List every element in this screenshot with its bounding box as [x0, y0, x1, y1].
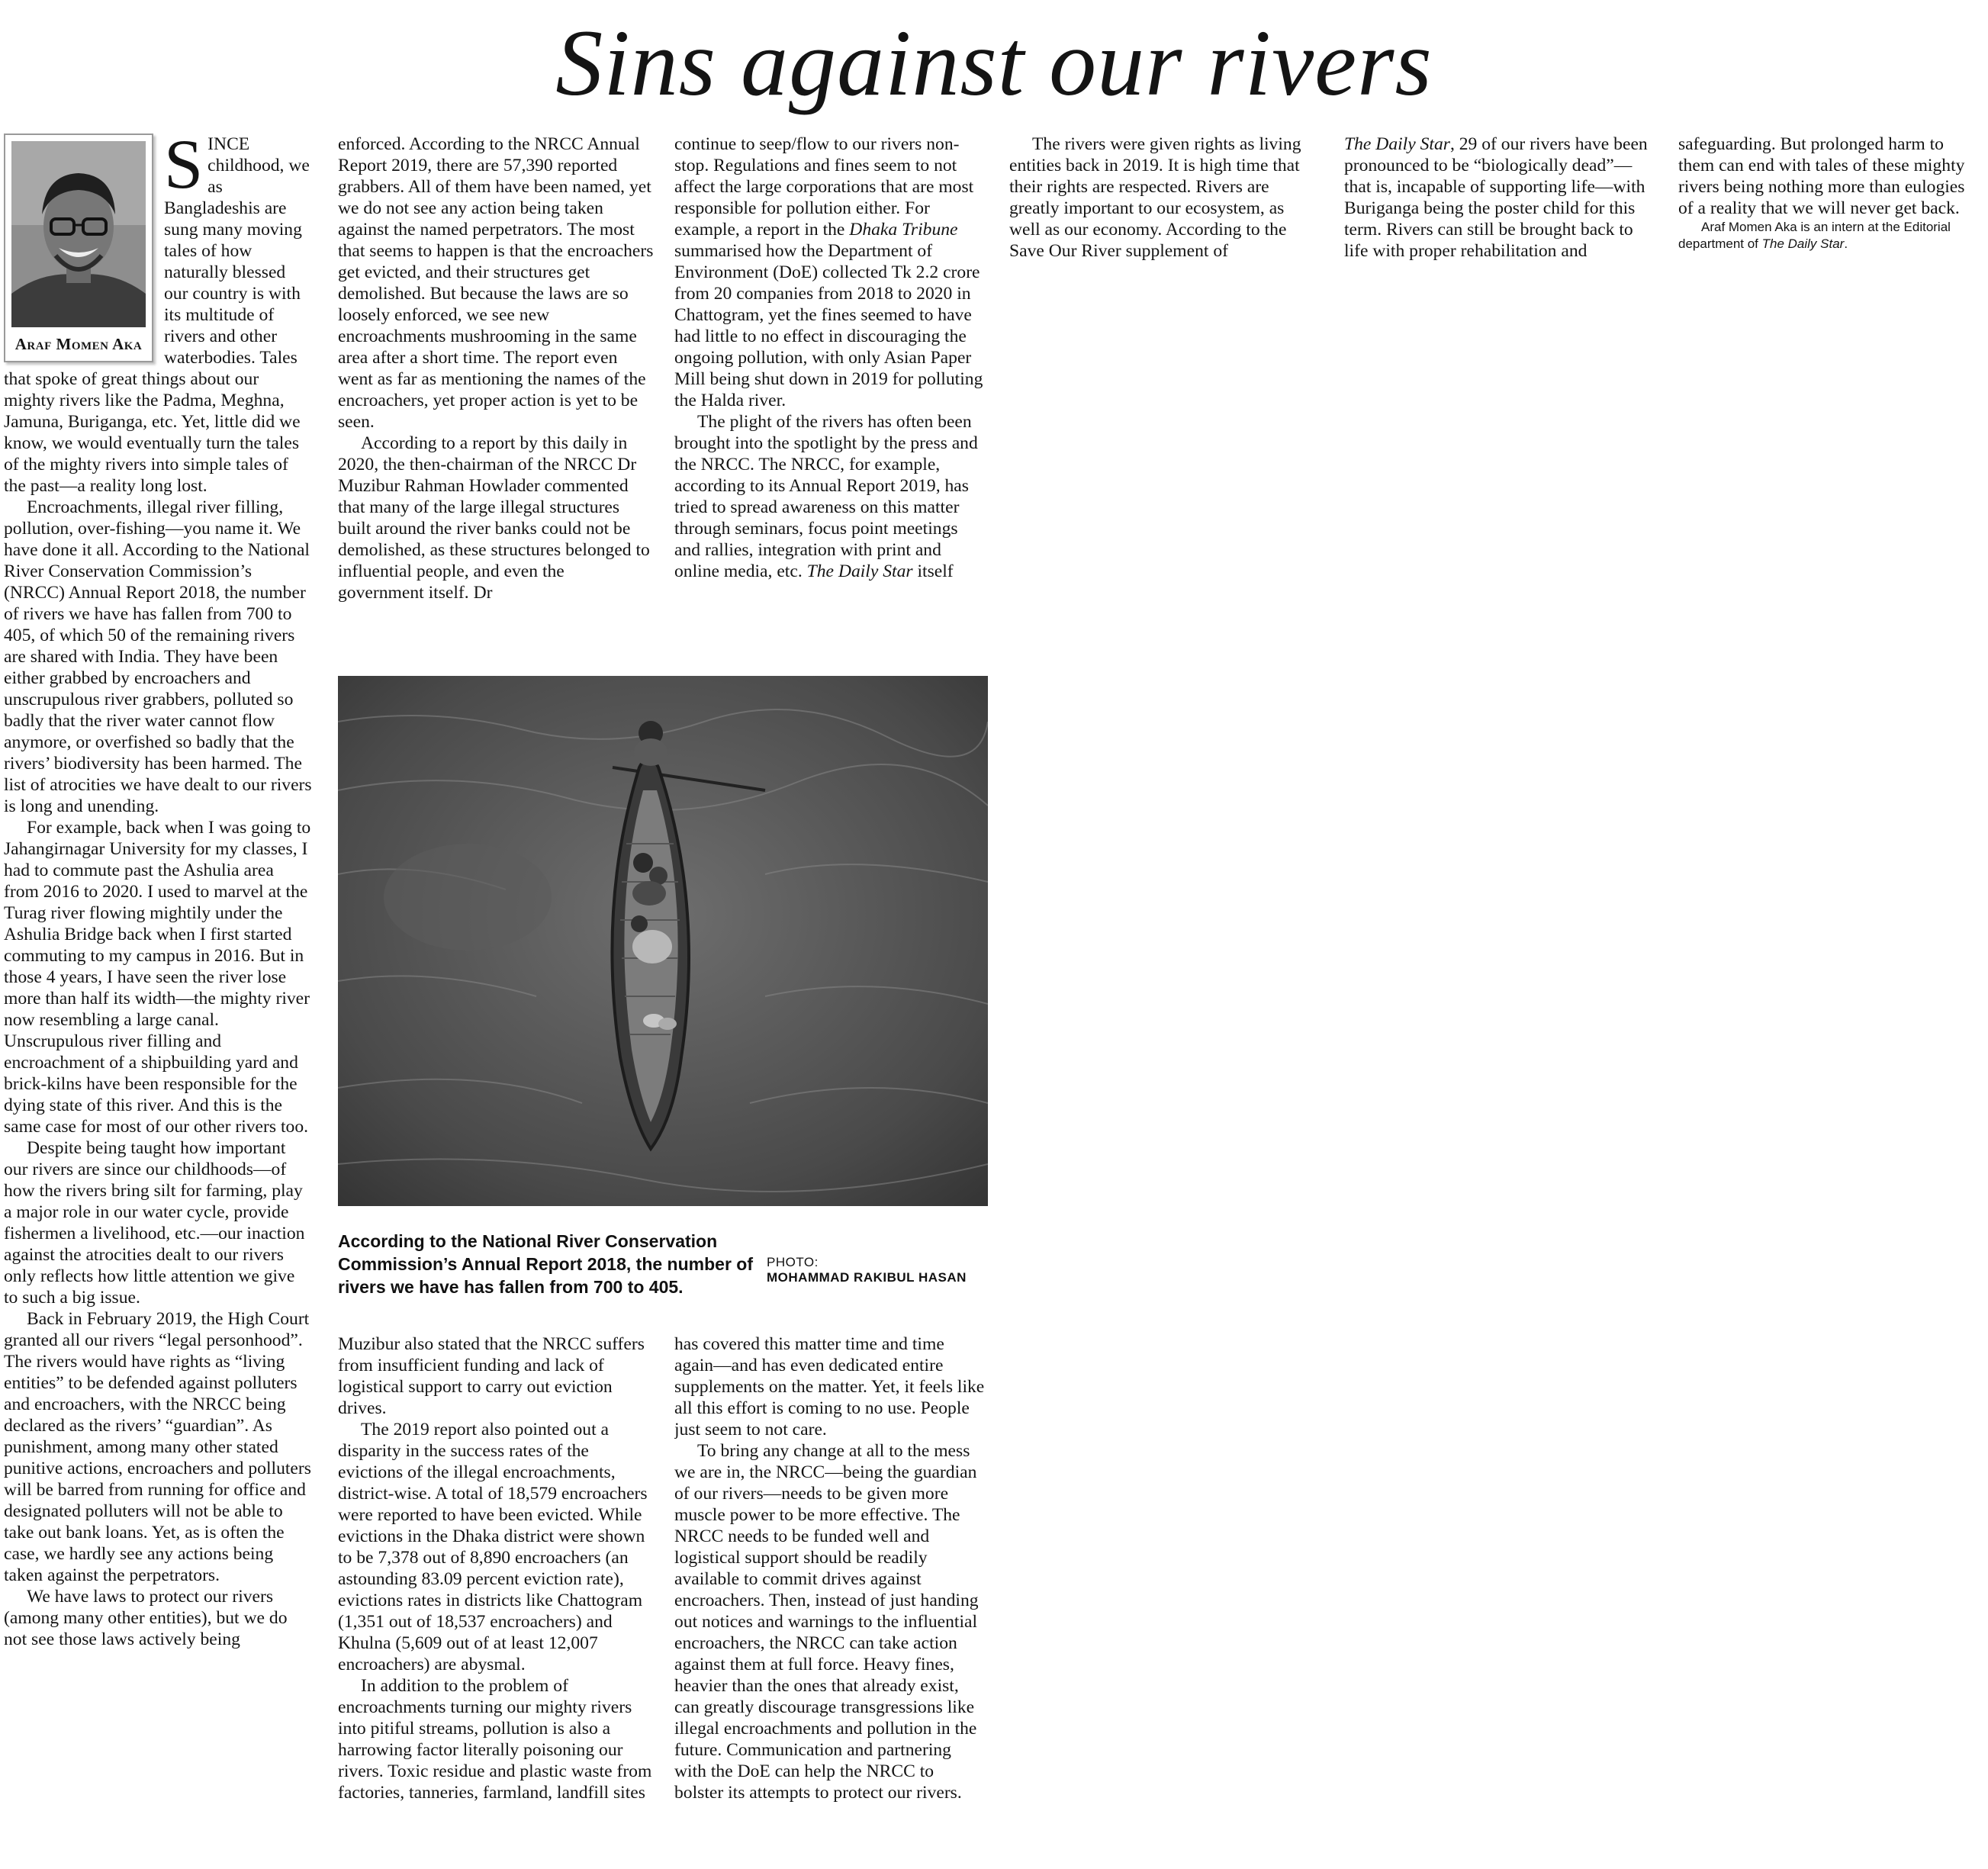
column-5 — [1344, 134, 1657, 301]
drop-cap: S — [164, 134, 204, 203]
paragraph: To bring any change at all to the mess we are in, the NRCC—being the guardian of our rivers—needs to be given more muscle power to be more effective. The NRCC needs to be funded well and logistical support should be readily available to commit drives against encroachers. Then, instead of just handing out notices and warnings to the influential encroachers, the NRCC can take action against them at full force. Heavy fines, heavier than the ones that already exist, can greatly discourage transgressions like illegal encroachments and pollution in the future. Communication and partnering with the DoE can help the NRCC to bolster its attempts to protect our rivers. — [674, 1441, 979, 1803]
column-3 — [674, 134, 987, 652]
author-name: Araf Momen Aka — [14, 335, 143, 353]
photographer-name: MOHAMMAD RAKIBUL HASAN — [767, 1270, 967, 1285]
photo-caption: According to the National River Conservation Commission’s Annual Report 2018, the number of rivers we have has fallen from 700 to 405. — [338, 1231, 753, 1297]
column-2-continued — [338, 1333, 655, 1867]
paragraph: According to a report by this daily in 2020, the then-chairman of the NRCC Dr Muzibur Rahman Howlader commented that many of the large illegal structures built around the river banks could not be demolished, as these structures belonged to influential people, and even the government itself. Dr — [338, 433, 650, 603]
column-2 — [338, 134, 655, 652]
paragraph: We have laws to protect our rivers (among many other entities), but we do not see those laws actively being — [4, 1587, 288, 1649]
paragraph: The rivers were given rights as living entities back in 2019. It is high time that their rights are respected. Rivers are greatly important to our ecosystem, as well as our economy. According to the Save Our River supplement of — [1009, 134, 1301, 261]
author-byline — [4, 134, 153, 362]
column-6 — [1678, 134, 1983, 286]
paragraph: In addition to the problem of encroachments turning our mighty rivers into pitiful streams, pollution is also a harrowing factor literally poisoning our rivers. Toxic residue and plastic waste from factories, tanneries, farmland, landfill sites — [338, 1676, 652, 1803]
paragraph: The Daily Star, 29 of our rivers have been pronounced to be “biologically dead”—that is, incapable of supporting life—with Buriganga being the poster child for this term. Rivers can still be brought back to life with proper rehabilitation and — [1344, 134, 1648, 261]
paragraph: enforced. According to the NRCC Annual Report 2019, there are 57,390 reported grabbers. All of them have been named, yet we do not see any action being taken against the named perpetrators. The most that seems to happen is that the encroachers get evicted, and their structures get demolished. But because the laws are so loosely enforced, we see new encroachments mushrooming in the same area after a short time. The report even went as far as mentioning the names of the encroachers, yet proper action is yet to be seen. — [338, 134, 654, 432]
paragraph: Encroachments, illegal river filling, pollution, over-fishing—you name it. We have done it all. According to the National River Conservation Commission’s (NRCC) Annual Report 2018, the number of rivers we have has fallen from 700 to 405, of which 50 of the remaining rivers are shared with India. They have been either grabbed by encroachers and unscrupulous river grabbers, polluted so badly that the river water cannot flow anymore, or overfished so badly that the rivers’ biodiversity has been harmed. The list of atrocities we have dealt to our rivers is long and unending. — [4, 497, 312, 816]
paragraph: SINCE childhood, we as Bangladeshis are sung many moving tales of how naturally blessed our country is with its multitude of rivers and other waterbodies. Tales that spoke of great things about our mighty rivers like the Padma, Meghna, Jamuna, Buriganga, etc. Yet, little did we know, we would eventually turn the tales of the mighty rivers into simple tales of the past—a reality long lost. — [4, 134, 310, 496]
boat-aerial-illustration — [338, 676, 988, 1206]
photo-credit — [767, 1255, 996, 1285]
author-photo — [11, 141, 146, 327]
paragraph: The plight of the rivers has often been brought into the spotlight by the press and the NRCC. The NRCC, for example, according to its Annual Report 2019, has tried to spread awareness on this matter through seminars, focus point meetings and rallies, integration with print and online media, etc. The Daily Star itself — [674, 412, 978, 581]
paragraph: For example, back when I was going to Jahangirnagar University for my classes, I had to commute past the Ashulia area from 2016 to 2020. I used to marvel at the Turag river flowing mightily under the Ashulia Bridge back when I first started commuting to my campus in 2016. But in those 4 years, I have seen the river lose more than half its width—the mighty river now resembling a large canal. Unscrupulous river filling and encroachment of a shipbuilding yard and brick-kilns have been responsible for the dying state of this river. And this is the same case for most of our other rivers too. — [4, 818, 311, 1137]
column-3-continued — [674, 1333, 987, 1867]
column-4 — [1009, 134, 1314, 301]
paragraph: safeguarding. But prolonged harm to them can end with tales of these mighty rivers being nothing more than eulogies of a reality that we will never get back. — [1678, 134, 1965, 218]
paragraph: The 2019 report also pointed out a disparity in the success rates of the evictions of the illegal encroachments, district-wise. A total of 18,579 encroachers were reported to have been evicted. While evictions in the Dhaka district were shown to be 7,378 out of 8,890 encroachers (an astounding 83.09 percent eviction rate), evictions rates in districts like Chattogram (1,351 out of 18,537 encroachers) and Khulna (5,609 out of at least 12,007 encroachers) are abysmal. — [338, 1420, 648, 1674]
paragraph: Muzibur also stated that the NRCC suffers from insufficient funding and lack of logistical support to carry out eviction drives. — [338, 1334, 645, 1418]
paragraph: Despite being taught how important our rivers are since our childhoods—of how the rivers bring silt for farming, play a major role in our water cycle, provide fishermen a livelihood, etc.—our inaction against the atrocities dealt to our rivers only reflects how little attention we give to such a big issue. — [4, 1138, 305, 1308]
headline: Sins against our rivers — [555, 11, 1433, 115]
paragraph: has covered this matter time and time again—and has even dedicated entire supplements on the matter. Yet, it feels like all this effort is coming to no use. People just seem to not care. — [674, 1334, 985, 1440]
column-1 — [4, 134, 313, 1867]
river-boat-photo — [338, 676, 988, 1206]
author-bio: Araf Momen Aka is an intern at the Editorial department of The Daily Star. — [1678, 220, 1951, 251]
photo-credit-label: PHOTO: — [767, 1255, 819, 1269]
paragraph: continue to seep/flow to our rivers non-stop. Regulations and fines seem to not affect the large corporations that are most responsible for pollution either. For example, a report in the Dhaka Tribune summarised how the Department of Environment (DoE) collected Tk 2.2 crore from 20 companies from 2018 to 2020 in Chattogram, yet the fines seemed to have had little to no effect in discouraging the ongoing pollution, with only Asian Paper Mill being shut down in 2019 for polluting the Halda river. — [674, 134, 983, 410]
paragraph: Back in February 2019, the High Court granted all our rivers “legal personhood”. The rivers would have rights as “living entities” to be defended against polluters and encroachers, with the NRCC being declared as the rivers’ “guardian”. As punishment, among many other stated punitive actions, encroachers and polluters will be barred from running for office and designated polluters will not be able to take out bank loans. Yet, as is often the case, we hardly see any actions being taken against the perpetrators. — [4, 1309, 311, 1585]
